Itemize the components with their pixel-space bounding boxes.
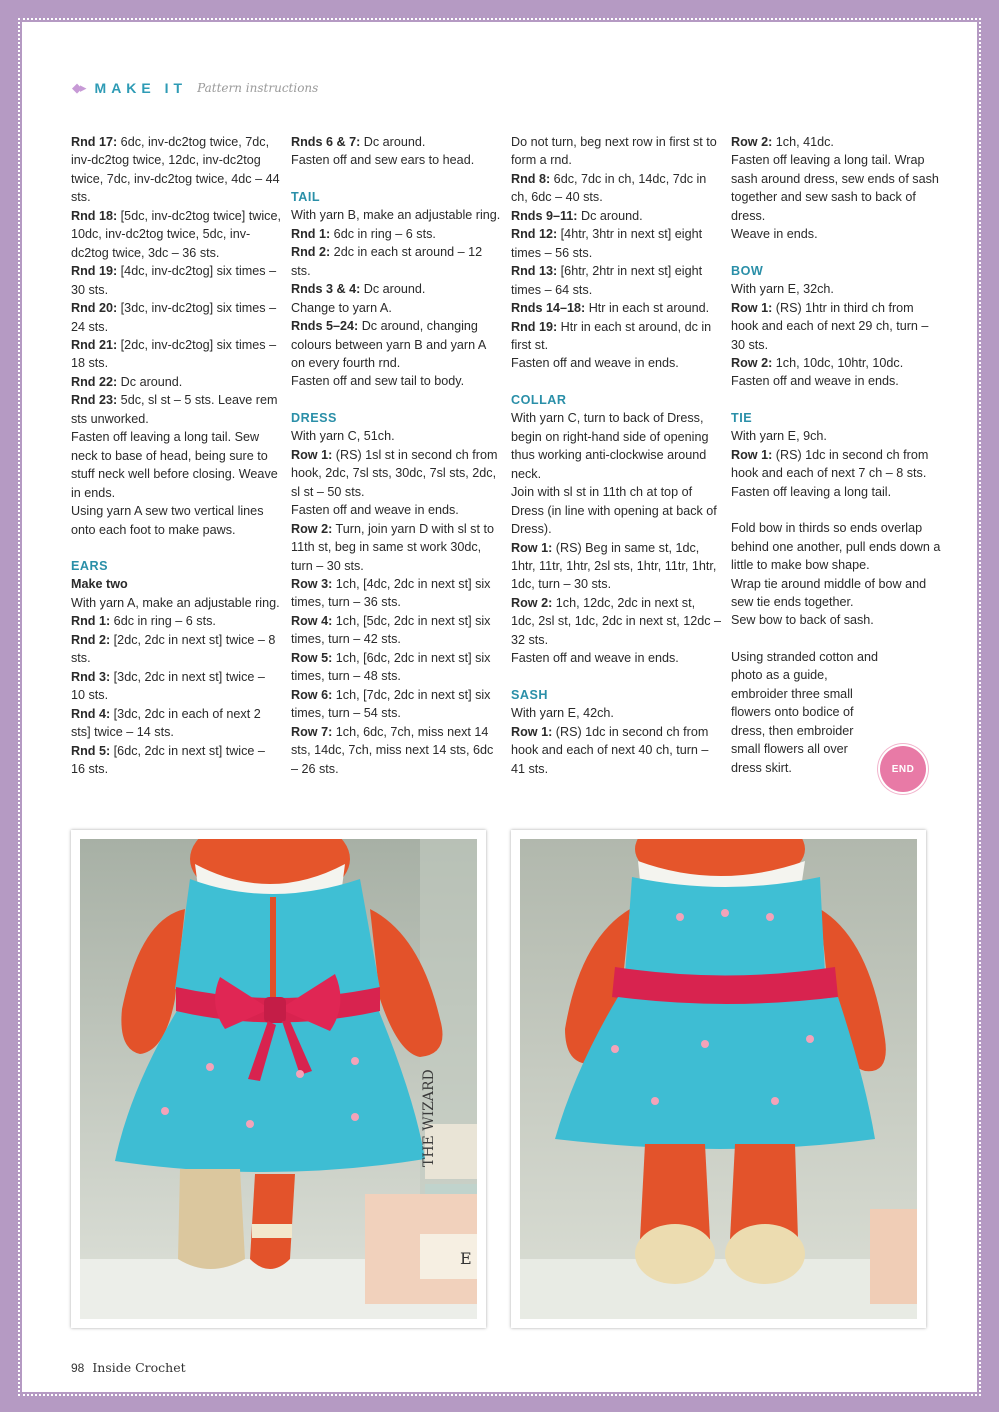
paragraph: Fasten off and sew ears to head. xyxy=(291,153,475,168)
ears-subheading: Make two xyxy=(71,577,128,592)
instruction: Rnd 8: 6dc, 7dc in ch, 14dc, 7dc in ch, 6dc – 40 sts. xyxy=(511,171,707,205)
paragraph: With yarn C, 51ch. xyxy=(291,429,395,444)
paragraph: With yarn E, 9ch. xyxy=(731,429,827,444)
column-3 xyxy=(511,133,721,778)
paragraph: Fasten off and weave in ends. xyxy=(511,356,679,371)
instruction: Rnd 21: [2dc, inv-dc2tog] six times – 18 sts. xyxy=(71,337,277,371)
instruction: Row 5: 1ch, [6dc, 2dc in next st] six times, turn – 48 sts. xyxy=(291,650,491,684)
instruction: Rnd 20: [3dc, inv-dc2tog] six times – 24 sts. xyxy=(71,301,277,334)
instruction: Row 2: 1ch, 41dc. xyxy=(731,135,834,149)
instruction: Rnd 2: [2dc, 2dc in next st] twice – 8 sts. xyxy=(71,632,276,666)
instruction: Rnd 1: 6dc in ring – 6 sts. xyxy=(71,614,216,629)
paragraph: Fasten off and sew tail to body. xyxy=(291,374,465,389)
paragraph: Fasten off and weave in ends. xyxy=(511,651,679,666)
instruction: Row 2: 1ch, 10dc, 10htr, 10dc. xyxy=(731,355,904,370)
paragraph: Join with sl st in 11th ch at top of Dress (in line with opening at back of Dress). xyxy=(511,485,717,537)
arrow-icon: ◆▸ xyxy=(72,80,85,95)
instruction: Rnd 23: 5dc, sl st – 5 sts. Leave rem sts unworked. xyxy=(71,393,278,426)
instruction: Rnd 1: 6dc in ring – 6 sts. xyxy=(291,226,436,241)
instruction: Rnd 17: 6dc, inv-dc2tog twice, 7dc, inv-dc2tog twice, 12dc, inv-dc2tog twice, 7dc, inv-dc2tog twice, 4dc – 44 sts. xyxy=(71,135,280,205)
paragraph: With yarn E, 42ch. xyxy=(511,706,614,721)
instruction: Rnd 13: [6htr, 2htr in next st] eight times – 64 sts. xyxy=(511,264,703,297)
section-header xyxy=(72,80,318,96)
paragraph: Wrap tie around middle of bow and sew tie ends together. xyxy=(731,576,927,609)
paragraph: Fasten off leaving a long tail. Sew neck to base of head, being sure to stuff neck well before closing. Weave in ends. xyxy=(71,430,278,500)
photo-back-with-bow xyxy=(71,830,486,1328)
paragraph: Fasten off and weave in ends. xyxy=(291,503,459,518)
paragraph: Sew bow to back of sash. xyxy=(731,613,874,628)
instruction: Row 1: (RS) 1htr in third ch from hook and each of next 29 ch, turn – 30 sts. xyxy=(731,300,929,352)
instruction: Rnds 14–18: Htr in each st around. xyxy=(511,301,710,316)
instruction: Row 2: 1ch, 12dc, 2dc in next st, 1dc, 2sl st, 1dc, 2dc in next st, 12dc – 32 sts. xyxy=(511,595,722,647)
paragraph: With yarn E, 32ch. xyxy=(731,282,834,297)
instruction: Rnd 2: 2dc in each st around – 12 sts. xyxy=(291,245,483,278)
paragraph: Using yarn A sew two vertical lines onto each foot to make paws. xyxy=(71,504,264,537)
instruction: Rnds 9–11: Dc around. xyxy=(511,208,643,223)
instruction: Row 3: 1ch, [4dc, 2dc in next st] six times, turn – 36 sts. xyxy=(291,576,491,610)
paragraph: Fasten off leaving a long tail. xyxy=(731,484,892,499)
section-subtitle: Pattern instructions xyxy=(197,81,319,95)
sash-heading: SASH xyxy=(511,687,548,702)
tie-heading: TIE xyxy=(731,410,753,425)
instruction: Row 1: (RS) Beg in same st, 1dc, 1htr, 11tr, 1htr, 2sl sts, 1htr, 11tr, 1htr, 1dc, turn – 30 sts. xyxy=(511,540,717,592)
instruction: Rnd 5: [6dc, 2dc in next st] twice – 16 sts. xyxy=(71,743,265,776)
instruction: Rnd 19: Htr in each st around, dc in first st. xyxy=(511,319,712,352)
photo-back-with-sash xyxy=(511,830,926,1328)
paragraph: Using stranded cotton and photo as a guide, embroider three small flowers onto bodice of dress, then embroider small flowers all over dress skirt. xyxy=(731,649,879,775)
instruction: Row 1: (RS) 1dc in second ch from hook and each of next 7 ch – 8 sts. xyxy=(731,447,929,481)
book-title-1: THE WIZARD xyxy=(421,1069,437,1167)
instruction: Rnd 18: [5dc, inv-dc2tog twice] twice, 10dc, inv-dc2tog twice, 5dc, inv-dc2tog twice, 3dc – 36 sts. xyxy=(71,208,281,260)
instruction: Row 4: 1ch, [5dc, 2dc in next st] six times, turn – 42 sts. xyxy=(291,613,491,647)
instruction: Rnd 3: [3dc, 2dc in next st] twice – 10 sts. xyxy=(71,669,265,703)
instruction: Row 1: (RS) 1dc in second ch from hook and each of next 40 ch, turn – 41 sts. xyxy=(511,724,709,776)
instruction: Row 1: (RS) 1sl st in second ch from hook, 2dc, 7sl sts, 30dc, 7sl sts, 2dc, sl st – 50 sts. xyxy=(291,447,498,499)
paragraph: Do not turn, beg next row in first st to form a rnd. xyxy=(511,135,717,168)
dress-heading: DRESS xyxy=(291,410,337,425)
instruction: Row 7: 1ch, 6dc, 7ch, miss next 14 sts, 14dc, 7ch, miss next 14 sts, 6dc – 26 sts. xyxy=(291,724,494,776)
column-1 xyxy=(71,133,281,778)
column-4 xyxy=(731,133,941,777)
tail-heading: TAIL xyxy=(291,189,321,204)
page-footer xyxy=(71,1360,186,1375)
doll-photo-1 xyxy=(80,839,477,1319)
book-title-2: E xyxy=(460,1249,472,1268)
instruction: Rnds 3 & 4: Dc around. xyxy=(291,282,426,297)
instruction: Row 2: Turn, join yarn D with sl st to 11th st, beg in same st work 30dc, turn – 30 sts. xyxy=(291,521,494,573)
bow-heading: BOW xyxy=(731,263,764,278)
instruction: Rnds 5–24: Dc around, changing colours between yarn B and yarn A on every fourth rnd. xyxy=(291,319,486,370)
ears-heading: EARS xyxy=(71,558,108,573)
paragraph: Fasten off and weave in ends. xyxy=(731,374,899,389)
paragraph: Change to yarn A. xyxy=(291,300,392,315)
paragraph: Fold bow in thirds so ends overlap behind one another, pull ends down a little to make bow shape. xyxy=(731,521,941,573)
instruction: Rnd 22: Dc around. xyxy=(71,374,183,389)
end-badge: END xyxy=(880,746,926,792)
collar-heading: COLLAR xyxy=(511,392,567,407)
page-number: 98 xyxy=(71,1361,85,1375)
paragraph: With yarn B, make an adjustable ring. xyxy=(291,208,501,223)
section-title: MAKE IT xyxy=(94,80,188,96)
paragraph: With yarn A, make an adjustable ring. xyxy=(71,595,280,610)
instruction: Rnd 12: [4htr, 3htr in next st] eight times – 56 sts. xyxy=(511,227,703,260)
column-2 xyxy=(291,133,501,778)
instruction: Rnd 4: [3dc, 2dc in each of next 2 sts] twice – 14 sts. xyxy=(71,706,261,740)
instruction: Rnd 19: [4dc, inv-dc2tog] six times – 30 sts. xyxy=(71,264,277,297)
paragraph: Weave in ends. xyxy=(731,227,818,242)
magazine-name: Inside Crochet xyxy=(92,1360,186,1375)
doll-photo-2 xyxy=(520,839,917,1319)
instruction: Rnds 6 & 7: Dc around. xyxy=(291,135,426,149)
paragraph: With yarn C, turn to back of Dress, begin on right-hand side of opening thus working anti-clockwise around neck. xyxy=(511,411,709,481)
instruction: Row 6: 1ch, [7dc, 2dc in next st] six times, turn – 54 sts. xyxy=(291,687,491,721)
paragraph: Fasten off leaving a long tail. Wrap sash around dress, sew ends of sash together and sew sash to back of dress. xyxy=(731,153,939,223)
